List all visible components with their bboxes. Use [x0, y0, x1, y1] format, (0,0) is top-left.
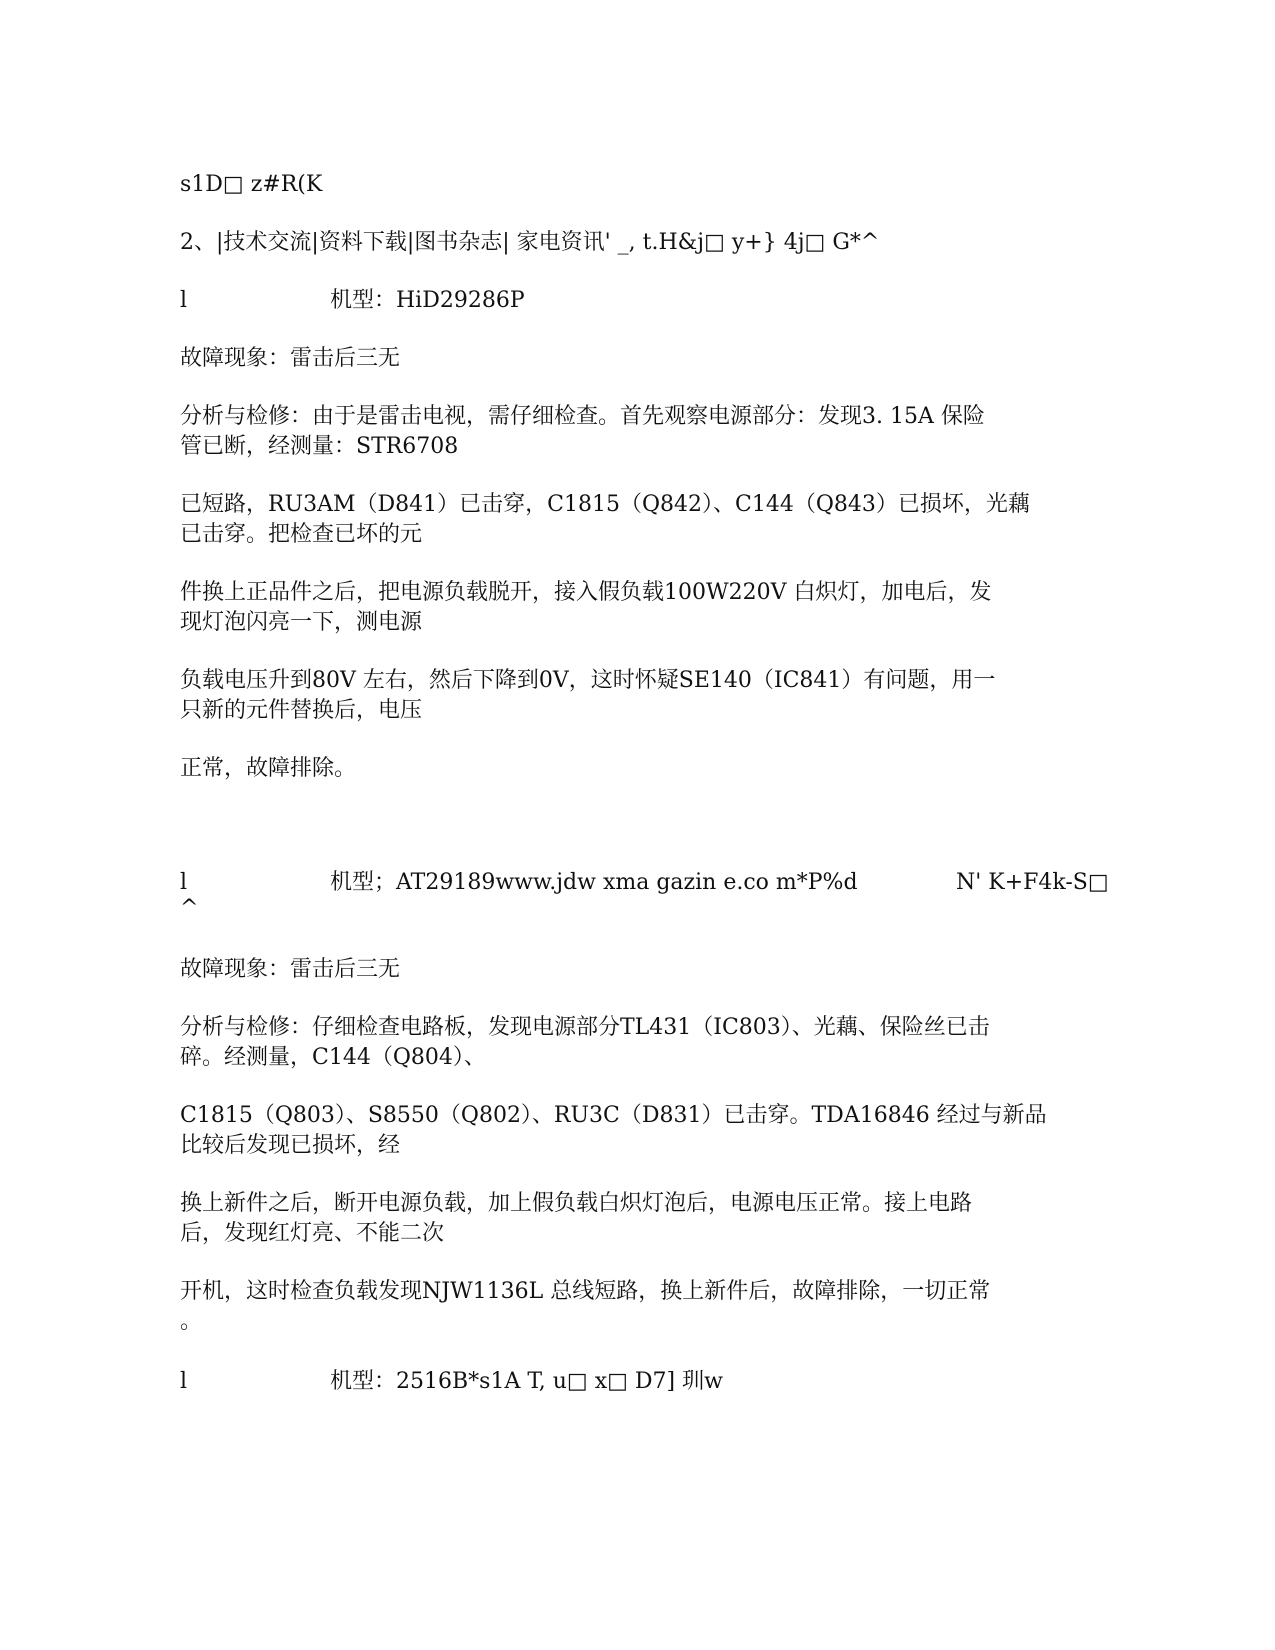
analysis-line: C1815（Q803）、S8550（Q802）、RU3C（D831）已击穿。TDA16846 经过与新品 [180, 1103, 1047, 1128]
entry-bullet: l [180, 870, 188, 895]
analysis-line: 分析与检修：由于是雷击电视，需仔细检查。首先观察电源部分：发现3. 15A 保险 [180, 404, 985, 429]
analysis-line: 已击穿。把检查已坏的元 [180, 522, 423, 547]
analysis-line: 现灯泡闪亮一下，测电源 [180, 610, 423, 635]
fault-symptom: 故障现象：雷击后三无 [180, 957, 401, 982]
caret-line: ^ [180, 896, 199, 921]
analysis-line: 开机，这时检查负载发现NJW1136L 总线短路，换上新件后，故障排除，一切正常 [180, 1279, 991, 1304]
analysis-line: 件换上正品件之后，把电源负载脱开，接入假负载100W220V 白炽灯，加电后，发 [180, 580, 992, 605]
analysis-line: 管已断，经测量：STR6708 [180, 434, 459, 459]
analysis-line: 后，发现红灯亮、不能二次 [180, 1221, 445, 1246]
entry-model: 机型：2516B*s1A T, u□ x□ D7] 玔w [330, 1369, 723, 1394]
header-garbled-text: s1D□ z#R(K [180, 172, 323, 197]
entry-bullet: l [180, 1369, 188, 1394]
analysis-line: 分析与检修：仔细检查电路板，发现电源部分TL431（IC803）、光藕、保险丝已击 [180, 1015, 990, 1040]
analysis-line: 正常，故障排除。 [180, 756, 357, 781]
fault-symptom: 故障现象：雷击后三无 [180, 346, 401, 371]
analysis-line: 已短路，RU3AM（D841）已击穿，C1815（Q842）、C144（Q843）已损坏，光藕 [180, 492, 1030, 517]
entry-model: 机型；AT29189www.jdw xma gazin e.co m*P%d [330, 870, 858, 895]
entry-model: 机型：HiD29286P [330, 288, 525, 313]
analysis-line: 比较后发现已损坏，经 [180, 1133, 401, 1158]
analysis-line: 碎。经测量，C144（Q804）、 [180, 1045, 486, 1070]
entry-model-tail: N' K+F4k-S□ [956, 870, 1109, 895]
analysis-line: 负载电压升到80V 左右，然后下降到0V，这时怀疑SE140（IC841）有问题，用一 [180, 668, 996, 693]
site-nav-line: 2、|技术交流|资料下载|图书杂志| 家电资讯' _, t.H&j□ y+} 4j□ G*^ [180, 230, 880, 255]
analysis-line: 。 [180, 1309, 203, 1334]
entry-bullet: l [180, 288, 188, 313]
analysis-line: 只新的元件替换后，电压 [180, 698, 423, 723]
analysis-line: 换上新件之后，断开电源负载，加上假负载白炽灯泡后，电源电压正常。接上电路 [180, 1191, 973, 1216]
